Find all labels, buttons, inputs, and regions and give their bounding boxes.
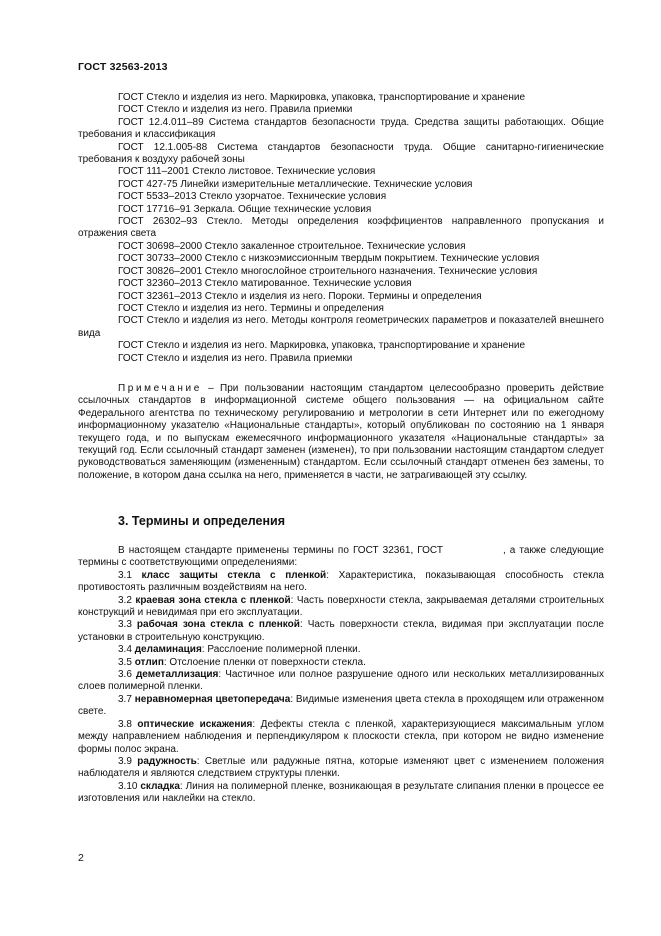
term-name: деметаллизация: [135, 669, 219, 681]
term-name: отлип: [134, 656, 164, 668]
reference-item: ГОСТ 30826–2001 Стекло многослойное строительного назначения. Технические условия: [118, 265, 538, 277]
term-number: 3.1: [118, 569, 142, 581]
terms-list: [78, 545, 604, 806]
term-number: 3.5: [118, 656, 135, 668]
term-definition: : Светлые или радужные пятна, которые изменяют цвет с изменением положения наблюдателя и являются следствием структуры пленки.: [78, 755, 604, 780]
term-number: 3.2: [118, 594, 136, 606]
term-entry: [78, 570, 604, 595]
term-number: 3.6: [118, 669, 136, 681]
reference-item: ГОСТ Стекло и изделия из него. Правила приемки: [118, 104, 353, 116]
terms-intro-start: В настоящем стандарте применены термины по ГОСТ 32361, ГОСТ: [118, 545, 443, 556]
term-definition: : Видимые изменения цвета стекла в проходящем или отраженном свете.: [78, 693, 604, 718]
term-entry: [78, 595, 604, 620]
reference-item: ГОСТ 32361–2013 Стекло и изделия из него. Пороки. Термины и определения: [118, 290, 482, 302]
normative-references-list: [78, 92, 604, 365]
reference-item: ГОСТ 32360–2013 Стекло матированное. Технические условия: [118, 278, 412, 290]
term-number: 3.9: [118, 755, 138, 767]
term-number: 3.4: [118, 644, 135, 656]
reference-item: ГОСТ 30733–2000 Стекло с низкоэмиссионным твердым покрытием. Технические условия: [118, 253, 540, 265]
term-number: 3.8: [118, 718, 138, 730]
term-entry: [78, 669, 604, 694]
term-name: неравномерная цветопередача: [134, 693, 291, 705]
reference-item: ГОСТ Стекло и изделия из него. Термины и определения: [118, 302, 384, 314]
reference-item: ГОСТ Стекло и изделия из него. Методы контроля геометрических параметров и показателей внешнего вида: [78, 315, 604, 339]
reference-item: ГОСТ Стекло и изделия из него. Маркировка, упаковка, транспортирование и хранение: [118, 92, 526, 103]
reference-item: ГОСТ Стекло и изделия из него. Маркировка, упаковка, транспортирование и хранение: [118, 340, 526, 352]
term-definition: : Часть поверхности стекла, видимая при эксплуатации после установки в строительную конструкцию.: [78, 619, 604, 643]
term-entry: [78, 756, 604, 781]
term-definition: : Характеристика, показывающая способность стекла противостоять различным воздействиям на него.: [78, 569, 604, 594]
note-block: [78, 383, 604, 482]
reference-item: ГОСТ Стекло и изделия из него. Правила приемки: [118, 352, 353, 364]
reference-item: ГОСТ 427-75 Линейки измерительные металлические. Технические условия: [118, 178, 473, 190]
term-entry: [78, 781, 604, 806]
reference-item: ГОСТ 111–2001 Стекло листовое. Технические условия: [118, 166, 376, 178]
term-definition: : Частичное или полное разрушение одного или нескольких металлизированных слоев полимерной пленки.: [78, 669, 604, 693]
reference-item: ГОСТ 17716–91 Зеркала. Общие технические условия: [118, 203, 372, 215]
note-label: Примечание: [118, 383, 202, 394]
term-definition: : Дефекты стекла с пленкой, характеризующиеся максимальным углом между направлением наблюдения и перпендикуляром к плоскости стекла, при котором не видно изменение формы полос экрана.: [78, 718, 604, 755]
term-number: 3.3: [118, 619, 137, 631]
term-definition: : Линия на полимерной пленке, возникающая в результате слипания пленки в процессе ее изготовления или наклейки на стекло.: [78, 780, 604, 805]
term-name: краевая зона стекла с пленкой: [135, 594, 291, 606]
term-entry: [78, 657, 604, 669]
reference-item: ГОСТ 26302–93 Стекло. Методы определения коэффициентов направленного пропускания и отражения света: [78, 216, 604, 240]
term-name: класс защиты стекла с пленкой: [141, 569, 327, 581]
term-definition: : Расслоение полимерной пленки.: [201, 644, 361, 656]
term-name: рабочая зона стекла с пленкой: [136, 619, 300, 631]
reference-item: ГОСТ 12.4.011–89 Система стандартов безопасности труда. Средства защиты работающих. Общие требования и классификация: [78, 116, 604, 141]
terms-intro-end: , а также следующие термины с соответствующими определениями:: [78, 545, 604, 569]
term-entry: [78, 719, 604, 756]
reference-item: ГОСТ 30698–2000 Стекло закаленное строительное. Технические условия: [118, 240, 466, 252]
document-header: ГОСТ 32563-2013: [78, 61, 168, 73]
note-paragraph: [78, 383, 604, 482]
term-number: 3.10: [118, 780, 141, 792]
term-name: складка: [140, 780, 180, 792]
term-name: деламинация: [134, 644, 202, 656]
note-text: – При пользовании настоящим стандартом целесообразно проверить действие ссылочных стандартов в информационной системе общего пользования — на официальном сайте Федерального агентства по техническому регулированию и метрологии в сети Интернет или по ежегодному информационному указателю «Национальные стандарты», который опубликован по состоянию на 1 января текущего года, и по выпускам ежемесячного информационного указателя «Национальные стандарты» за текущий год. Если ссылочный стандарт заменен (изменен), то при пользовании настоящим стандартом следует руководствоваться заменяющим (измененным) стандартом. Если ссылочный стандарт отменен без замены, то положение, в котором дана ссылка на него, применяется в части, не затрагивающей эту ссылку.: [78, 383, 604, 481]
term-entry: [78, 619, 604, 644]
term-definition: : Часть поверхности стекла, закрываемая деталями строительных конструкций и невидимая при его эксплуатации.: [78, 594, 604, 619]
reference-item: ГОСТ 5533–2013 Стекло узорчатое. Технические условия: [118, 191, 387, 203]
section-title: 3. Термины и определения: [118, 514, 286, 528]
term-definition: : Отслоение пленки от поверхности стекла.: [163, 656, 366, 668]
page-number: 2: [78, 852, 84, 864]
term-entry: [78, 644, 604, 656]
terms-intro: [78, 545, 604, 570]
reference-item: ГОСТ 12.1.005-88 Система стандартов безопасности труда. Общие санитарно-гигиенические требования к воздуху рабочей зоны: [78, 141, 604, 166]
term-entry: [78, 694, 604, 719]
term-name: оптические искажения: [137, 718, 253, 730]
term-number: 3.7: [118, 693, 135, 705]
term-name: радужность: [137, 755, 197, 767]
